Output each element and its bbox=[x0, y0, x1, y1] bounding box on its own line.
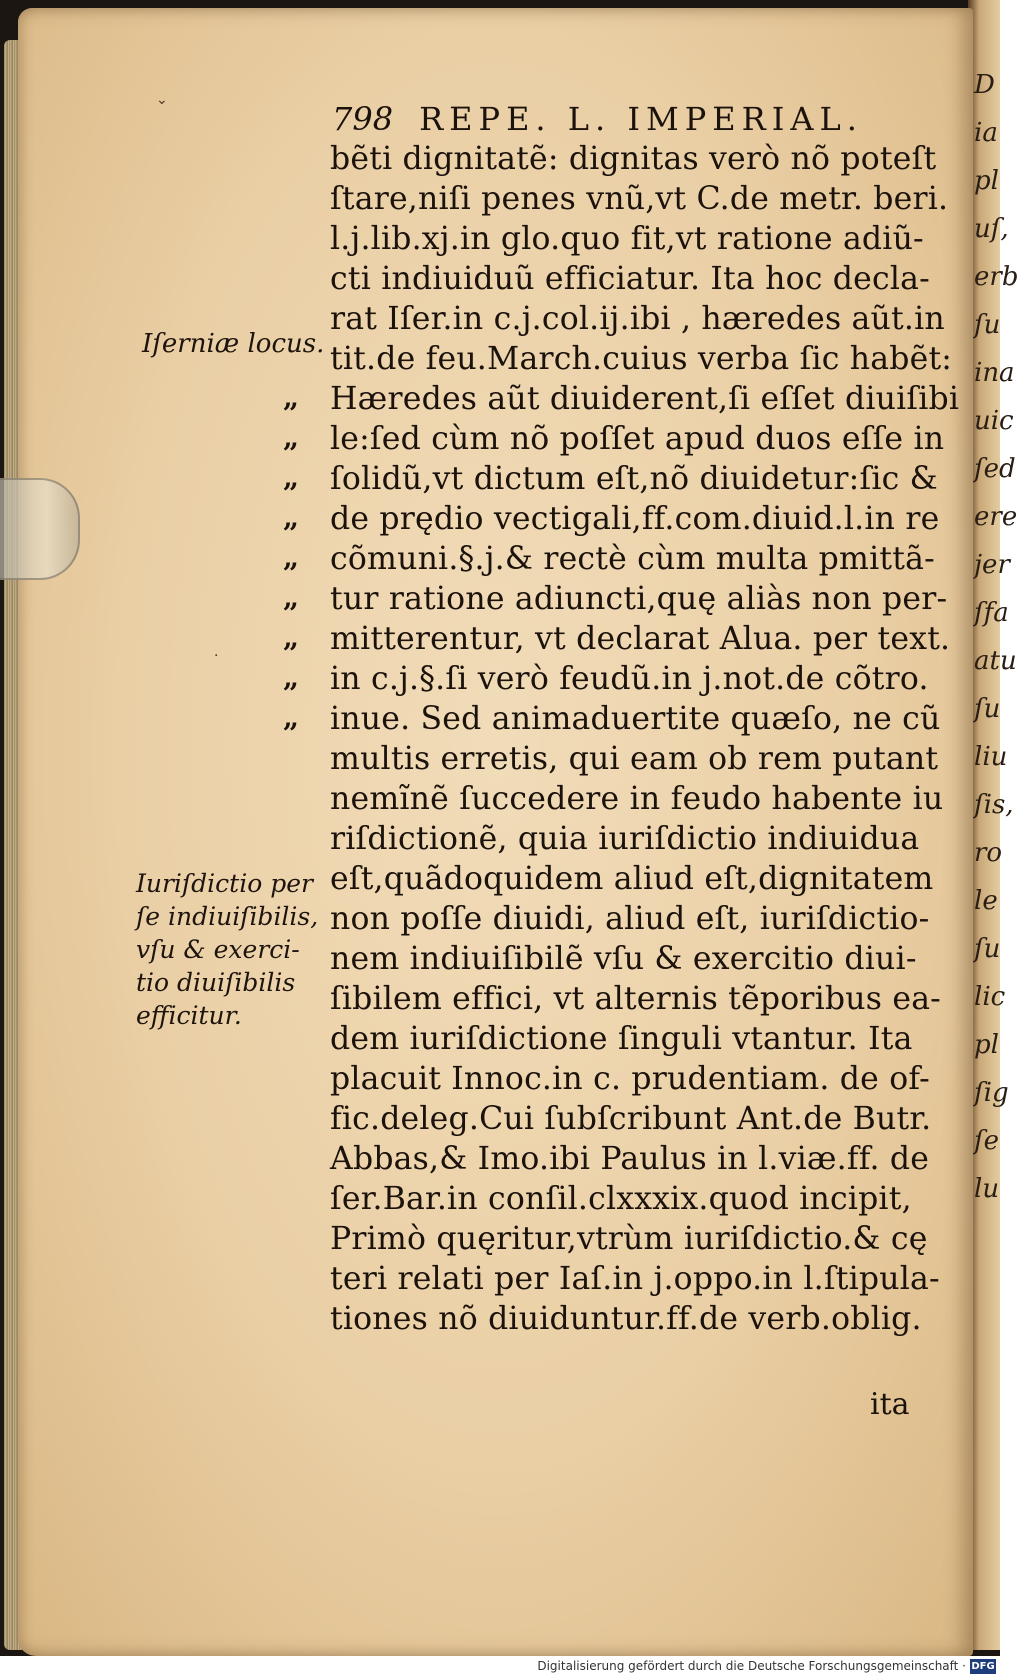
facing-page-fragment: uſ, bbox=[974, 214, 1009, 244]
quote-mark: „ bbox=[283, 421, 300, 454]
text-line: inue. Sed animaduertite quæſo, ne cũ bbox=[330, 701, 941, 737]
text-line: Abbas,& Imo.ibi Paulus in l.viæ.ff. de bbox=[330, 1141, 930, 1177]
text-line: ſtare,niſi penes vnũ,vt C.de metr. beri. bbox=[330, 181, 949, 217]
page-speck: · bbox=[214, 648, 219, 664]
text-line: cti indiuiduũ efficiatur. Ita hoc decla- bbox=[330, 261, 930, 297]
text-line: ſibilem effici, vt alternis tẽporibus ea- bbox=[330, 981, 942, 1017]
side-note-line: efficitur. bbox=[136, 1001, 242, 1030]
text-line: nemĩnẽ ſuccedere in feudo habente iu bbox=[330, 781, 944, 817]
facing-page-fragment: pl bbox=[974, 1030, 999, 1060]
facing-page-fragment: ſfa bbox=[974, 598, 1009, 628]
facing-page-fragment: ſu bbox=[974, 934, 1001, 964]
text-line: cõmuni.§.j.& rectè cùm multa pmittã- bbox=[330, 541, 935, 577]
text-line: non poſſe diuidi, aliud eſt, iuriſdictio- bbox=[330, 901, 930, 937]
text-line: l.j.lib.xj.in glo.quo fit,vt ratione adiũ- bbox=[330, 221, 924, 257]
text-line: riſdictionẽ, quia iuriſdictio indiuidua bbox=[330, 821, 920, 857]
facing-page-fragment: ſis, bbox=[974, 790, 1014, 820]
text-line: Primò quęritur,vtrùm iuriſdictio.& cę bbox=[330, 1221, 928, 1257]
text-line: teri relati per Iaſ.in j.oppo.in l.ſtipula- bbox=[330, 1261, 940, 1297]
digitization-credit: Digitalisierung gefördert durch die Deutsche Forschungsgemeinschaft · bbox=[537, 1659, 966, 1673]
facing-page-fragment: ſe bbox=[974, 1126, 1000, 1156]
main-text bbox=[330, 139, 960, 1339]
dfg-logo: DFG bbox=[971, 1661, 995, 1672]
folio-number: 798 bbox=[332, 100, 394, 138]
facing-page-fragment: ſig bbox=[974, 1078, 1009, 1108]
text-line: fic.deleg.Cui ſubſcribunt Ant.de Butr. bbox=[330, 1101, 932, 1137]
side-note-line: vſu & exerci- bbox=[136, 935, 300, 964]
quote-mark: „ bbox=[283, 621, 300, 654]
facing-page-fragment: D bbox=[974, 70, 995, 100]
text-line: Hæredes aũt diuiderent,ſi eſſet diuiſibi bbox=[330, 381, 960, 417]
text-line: eſt,quãdoquidem aliud eſt,dignitatem bbox=[330, 861, 934, 897]
facing-page-fragment: ſu bbox=[974, 694, 1001, 724]
facing-page-fragment: jer bbox=[974, 550, 1010, 580]
facing-page-fragment: ſu bbox=[974, 310, 1001, 340]
quote-mark: „ bbox=[283, 701, 300, 734]
text-line: ſolidũ,vt dictum eſt,nõ diuidetur:ſic & bbox=[330, 461, 938, 497]
facing-page-fragment: ere bbox=[974, 502, 1018, 532]
facing-page-fragment: ſed bbox=[974, 454, 1016, 484]
facing-page-fragment: lu bbox=[974, 1174, 1000, 1204]
text-line: in c.j.§.ſi verò feudũ.in j.not.de cõtro. bbox=[330, 661, 929, 697]
quote-mark: „ bbox=[283, 381, 300, 414]
facing-page-fragment: pl bbox=[974, 166, 999, 196]
facing-page-fragment: liu bbox=[974, 742, 1008, 772]
facing-page-fragment: uic bbox=[974, 406, 1014, 436]
quote-mark: „ bbox=[283, 461, 300, 494]
facing-page-fragment: lic bbox=[974, 982, 1006, 1012]
quote-mark: „ bbox=[283, 581, 300, 614]
quote-mark: „ bbox=[283, 501, 300, 534]
text-line: placuit Innoc.in c. prudentiam. de of- bbox=[330, 1061, 930, 1097]
text-line: tiones nõ diuiduntur.ff.de verb.oblig. bbox=[330, 1301, 922, 1337]
quote-mark: „ bbox=[283, 661, 300, 694]
text-line: ſer.Bar.in conſil.clxxxix.quod incipit, bbox=[330, 1181, 912, 1217]
side-note-line: Iuriſdictio per bbox=[136, 869, 313, 898]
facing-page-fragment: le bbox=[974, 886, 998, 916]
facing-page-fragment: ia bbox=[974, 118, 998, 148]
side-note-iurisdictio bbox=[136, 867, 318, 1032]
facing-page-fragment: ro bbox=[974, 838, 1003, 868]
page-speck: ⌄ bbox=[156, 92, 168, 108]
text-line: multis erretis, qui eam ob rem putant bbox=[330, 741, 939, 777]
side-note-isernia: Iſerniæ locus. bbox=[142, 329, 325, 359]
text-line: mitterentur, vt declarat Alua. per text. bbox=[330, 621, 951, 657]
text-line: de prędio vectigali,ff.com.diuid.l.in re bbox=[330, 501, 940, 537]
text-line: tur ratione adiuncti,quę aliàs non per- bbox=[330, 581, 948, 617]
text-line: rat Iſer.in c.j.col.ij.ibi , hæredes aũt.in bbox=[330, 301, 945, 337]
text-line: tit.de feu.March.cuius verba ſic habẽt: bbox=[330, 341, 953, 377]
side-note-line: tio diuiſibilis bbox=[136, 968, 296, 997]
text-line: bẽti dignitatẽ: dignitas verò nõ poteſt bbox=[330, 141, 937, 177]
book-clasp bbox=[0, 478, 80, 580]
facing-page-fragment: ina bbox=[974, 358, 1015, 388]
text-line: le:ſed cùm nõ poſſet apud duos eſſe in bbox=[330, 421, 945, 457]
catchword: ita bbox=[870, 1387, 910, 1422]
quote-mark: „ bbox=[283, 541, 300, 574]
text-line: nem indiuiſibilẽ vſu & exercitio diui- bbox=[330, 941, 917, 977]
facing-page-fragment: erb bbox=[974, 262, 1018, 292]
running-title: REPE. L. IMPERIAL. bbox=[419, 100, 863, 138]
text-line: dem iuriſdictione ſinguli vtantur. Ita bbox=[330, 1021, 913, 1057]
side-note-line: ſe indiuiſibilis, bbox=[136, 902, 319, 931]
facing-page-fragment: atu bbox=[974, 646, 1017, 676]
